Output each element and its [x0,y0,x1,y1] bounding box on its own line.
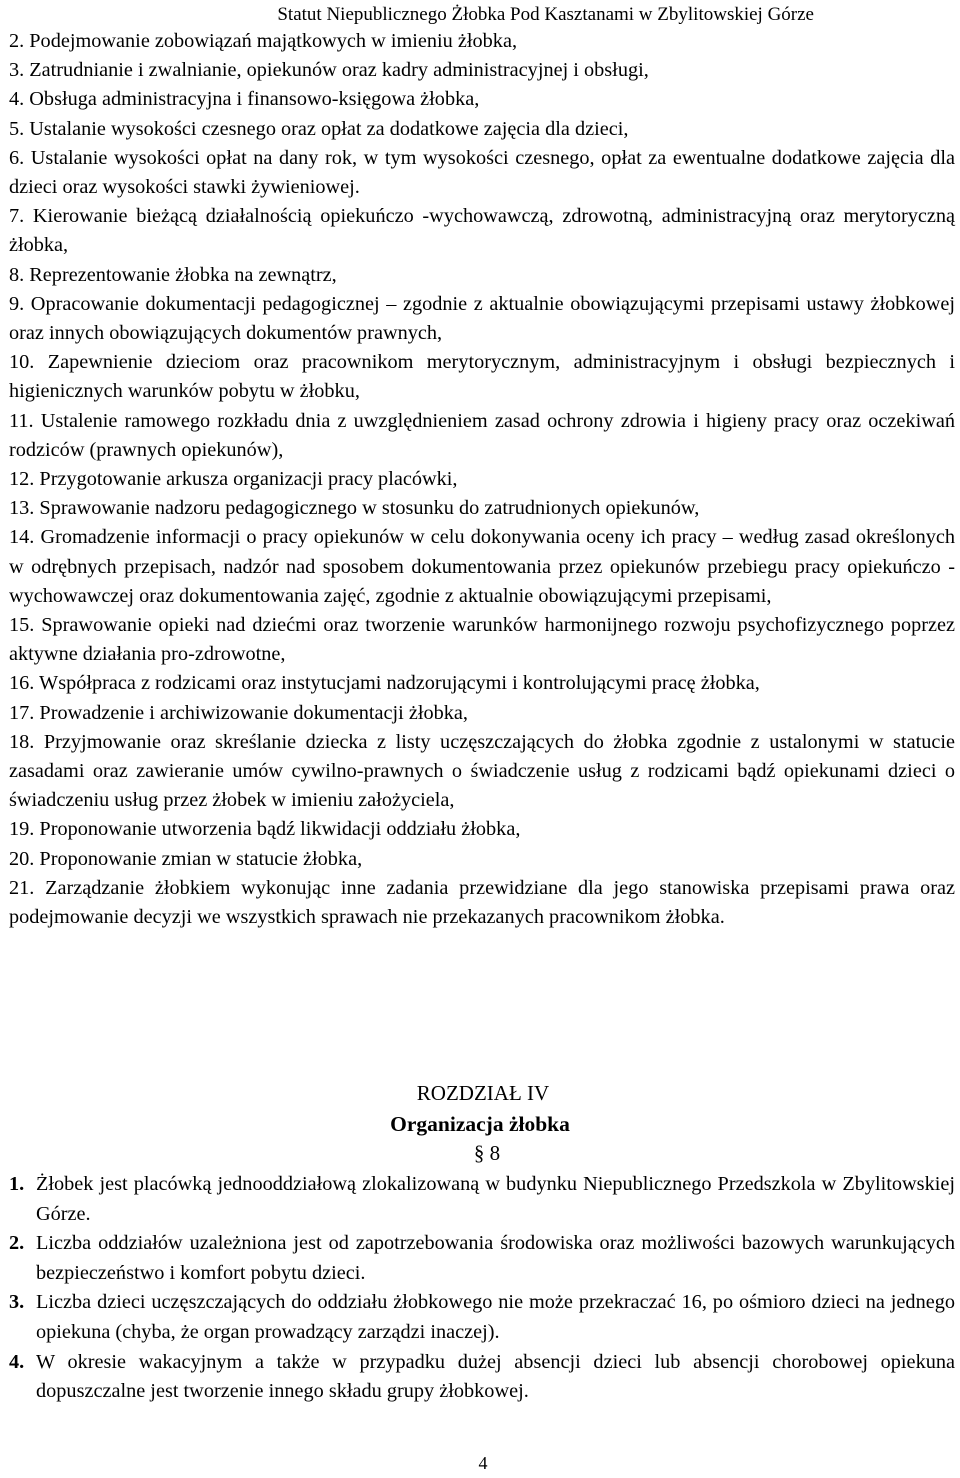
list-item: 8. Reprezentowanie żłobka na zewnątrz, [9,263,337,286]
running-header: Statut Niepublicznego Żłobka Pod Kasztanami w Zbylitowskiej Górze [277,4,814,25]
list-item: 5. Ustalanie wysokości czesnego oraz opłat za dodatkowe zajęcia dla dzieci, [9,117,629,140]
list-item: 6. Ustalanie wysokości opłat na dany rok, w tym wysokości czesnego, opłat za ewentualne dodatkowe zajęcia dla dzieci oraz wysokości stawki żywieniowej. [9,146,955,199]
chapter-title: Organizacja żłobka [390,1112,570,1136]
section-item-number: 2. [9,1232,25,1255]
paragraph-mark: § 8 [473,1141,501,1165]
list-item: 7. Kierowanie bieżącą działalnością opiekuńczo -wychowawczą, zdrowotną, administracyjną oraz merytoryczną żłobka, [9,205,955,257]
list-item: 19. Proponowanie utworzenia bądź likwidacji oddziału żłobka, [9,818,521,841]
list-item: 3. Zatrudnianie i zwalnianie, opiekunów oraz kadry administracyjnej i obsługi, [9,59,649,82]
list-item: 15. Sprawowanie opieki nad dziećmi oraz tworzenie warunków harmonijnego rozwoju psychofizycznego poprzez aktywne działania pro-zdrowotne, [9,614,955,666]
section-item-text: Żłobek jest placówką jednooddziałową zlokalizowaną w budynku Niepublicznego Przedszkola w Zbylitowskiej Górze. [36,1173,955,1225]
section-item [9,1348,955,1407]
list-item: 20. Proponowanie zmian w statucie żłobka, [9,847,363,870]
list-item: 18. Przyjmowanie oraz skreślanie dziecka z listy uczęszczających do żłobka zgodnie z ustalonymi w statucie zasadami oraz zawieranie umów cywilno-prawnych o świadczenie usług z rodzicami bądź opiekunami dzieci o świadczeniu usług przez żłobek w imieniu założyciela, [9,730,955,812]
list-item: 11. Ustalenie ramowego rozkładu dnia z uwzględnieniem zasad ochrony zdrowia i higieny pracy oraz oczekiwań rodziców (prawnych opiekunów), [9,409,955,461]
list-item: 12. Przygotowanie arkusza organizacji pracy placówki, [9,468,458,491]
list-item: 13. Sprawowanie nadzoru pedagogicznego w stosunku do zatrudnionych opiekunów, [9,497,700,520]
page-number: 4 [478,1453,488,1473]
list-item: 17. Prowadzenie i archiwizowanie dokumentacji żłobka, [9,701,468,724]
section-item-number: 1. [9,1173,25,1195]
chapter-number: ROZDZIAŁ IV [416,1081,550,1105]
list-item: 21. Zarządzanie żłobkiem wykonując inne zadania przewidziane dla jego stanowiska przepisami prawa oraz podejmowanie decyzji we wszystkich sprawach nie przekazanych pracownikom żłobka. [9,876,955,929]
section-item-text: W okresie wakacyjnym a także w przypadku dużej absencji dzieci lub absencji chorobowej opiekuna dopuszczalne jest tworzenie innego składu grupy żłobkowej. [36,1350,955,1403]
list-item: 9. Opracowanie dokumentacji pedagogicznej – zgodnie z aktualnie obowiązującymi przepisami ustawy żłobkowej oraz innych obowiązujących dokumentów prawnych, [9,292,955,345]
list-item: 16. Współpraca z rodzicami oraz instytucjami nadzorującymi i kontrolującymi pracę żłobka, [9,672,760,695]
section-item [9,1288,955,1347]
list-item: 2. Podejmowanie zobowiązań majątkowych w imieniu żłobka, [9,30,518,52]
list-item: 10. Zapewnienie dzieciom oraz pracownikom merytorycznym, administracyjnym i obsługi bezpiecznych i higienicznych warunków pobytu w żłobku, [9,351,955,403]
list-item: 4. Obsługa administracyjna i finansowo-księgowa żłobka, [9,88,480,111]
section-item-number: 4. [9,1350,25,1373]
organization-list [9,1170,955,1407]
section-item-text: Liczba oddziałów uzależniona jest od zapotrzebowania środowiska oraz możliwości bazowych warunkujących bezpieczeństwo i komfort pobytu dzieci. [36,1232,955,1284]
section-item [9,1229,955,1288]
section-item-number: 3. [9,1291,25,1314]
section-item-text: Liczba dzieci uczęszczających do oddziału żłobkowego nie może przekraczać 16, po ośmioro dzieci na jednego opiekuna (chyba, że organ prowadzący zarządzi inaczej). [36,1291,955,1343]
section-item [9,1170,955,1229]
list-item: 14. Gromadzenie informacji o pracy opiekunów w celu dokonywania oceny ich pracy – według zasad określonych w odrębnych przepisach, nadzór nad sposobem dokumentowania przez opiekunów przebiegu pracy opiekuńczo - wychowawczej oraz dokumentowania zajęć, zgodnie z aktualnie obowiązującymi przepisami, [9,526,955,607]
duties-list [9,27,955,932]
